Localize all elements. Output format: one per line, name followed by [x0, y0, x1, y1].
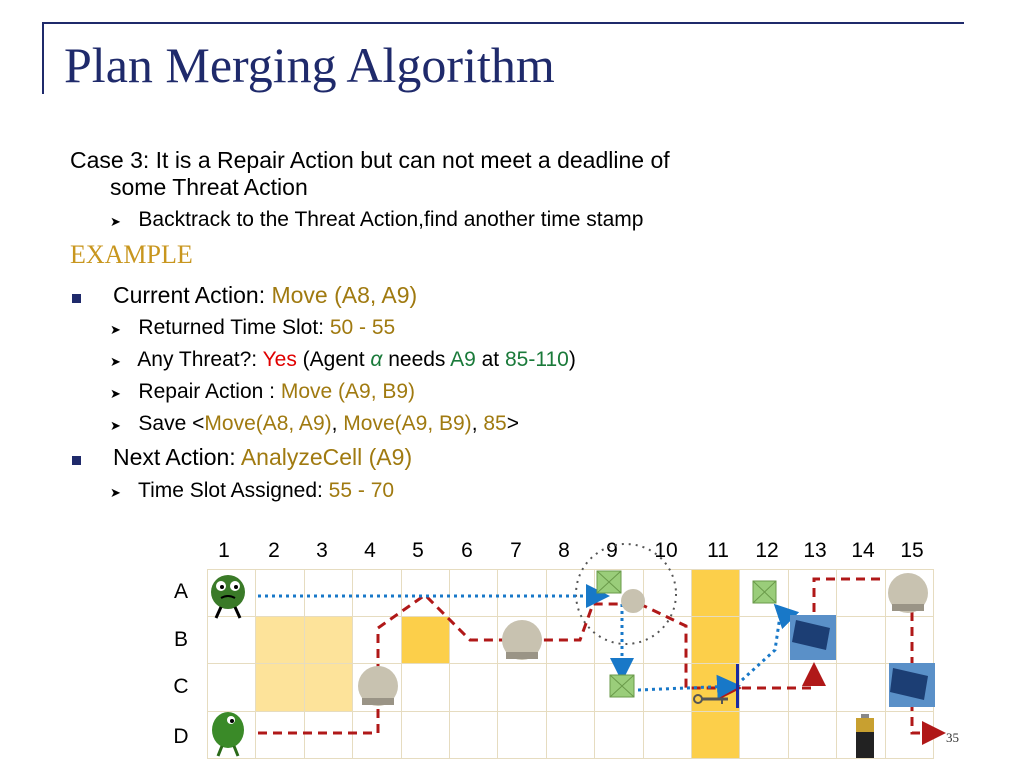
row-label: B: [173, 628, 188, 651]
case-line-2: some Threat Action: [110, 174, 308, 200]
row-label: A: [173, 580, 188, 603]
blue-path: [742, 616, 794, 680]
column-label: 9: [606, 539, 618, 562]
backtrack-item: ➤ Backtrack to the Threat Action,find another time stamp: [110, 208, 644, 231]
key-icon: [694, 695, 728, 704]
block-bar: [736, 664, 739, 708]
robot-figure-icon: [502, 620, 542, 660]
green-agent-icon: [211, 575, 245, 618]
column-label: 6: [461, 539, 473, 562]
arrow-bullet-icon: ➤: [110, 214, 121, 229]
example-heading: EXAMPLE: [70, 240, 193, 269]
arrow-bullet-icon: ➤: [110, 485, 121, 500]
green-agent-icon: [212, 712, 244, 756]
slide-number: 35: [946, 730, 959, 745]
column-label: 7: [510, 539, 522, 562]
solar-panel-icon: [889, 663, 935, 707]
returned-slot-item: ➤ Returned Time Slot: 50 - 55: [110, 316, 396, 339]
column-label: 11: [707, 539, 729, 562]
arrow-bullet-icon: ➤: [110, 322, 121, 337]
robot-figure-icon: [621, 589, 645, 613]
target-cell-icon: [597, 571, 621, 593]
arrow-bullet-icon: ➤: [110, 354, 121, 369]
column-label: 14: [851, 539, 875, 562]
save-item: ➤ Save <Move(A8, A9), Move(A9, B9), 85>: [110, 412, 519, 435]
column-label: 12: [755, 539, 779, 562]
repair-item: ➤ Repair Action : Move (A9, B9): [110, 380, 416, 403]
arrow-bullet-icon: ➤: [110, 386, 121, 401]
robot-figure-icon: [888, 573, 928, 613]
column-label: 3: [316, 539, 328, 562]
target-cell-icon: [610, 675, 634, 697]
column-label: 2: [268, 539, 280, 562]
column-label: 1: [218, 539, 230, 562]
threat-item: ➤ Any Threat?: Yes (Agent α needs A9 at 85-110): [110, 348, 576, 371]
column-label: 4: [364, 539, 376, 562]
slot-assigned-item: ➤ Time Slot Assigned: 55 - 70: [110, 479, 395, 502]
slide-title: Plan Merging Algorithm: [64, 37, 555, 93]
next-action-item: Next Action: AnalyzeCell (A9): [72, 444, 412, 471]
row-label: D: [173, 725, 189, 748]
robot-figure-icon: [358, 666, 398, 706]
red-path: [258, 595, 736, 733]
column-label: 8: [558, 539, 570, 562]
column-label: 13: [803, 539, 827, 562]
battery-icon: [856, 714, 874, 758]
target-cell-icon: [753, 581, 776, 603]
current-action-item: Current Action: Move (A8, A9): [72, 282, 417, 309]
column-label: 10: [654, 539, 678, 562]
column-label: 15: [900, 539, 924, 562]
red-path: [814, 579, 886, 612]
column-label: 5: [412, 539, 424, 562]
solar-panel-icon: [790, 615, 836, 660]
arrow-bullet-icon: ➤: [110, 418, 121, 433]
row-label: C: [173, 675, 189, 698]
case-line-1: Case 3: It is a Repair Action but can not meet a deadline of: [70, 147, 670, 173]
